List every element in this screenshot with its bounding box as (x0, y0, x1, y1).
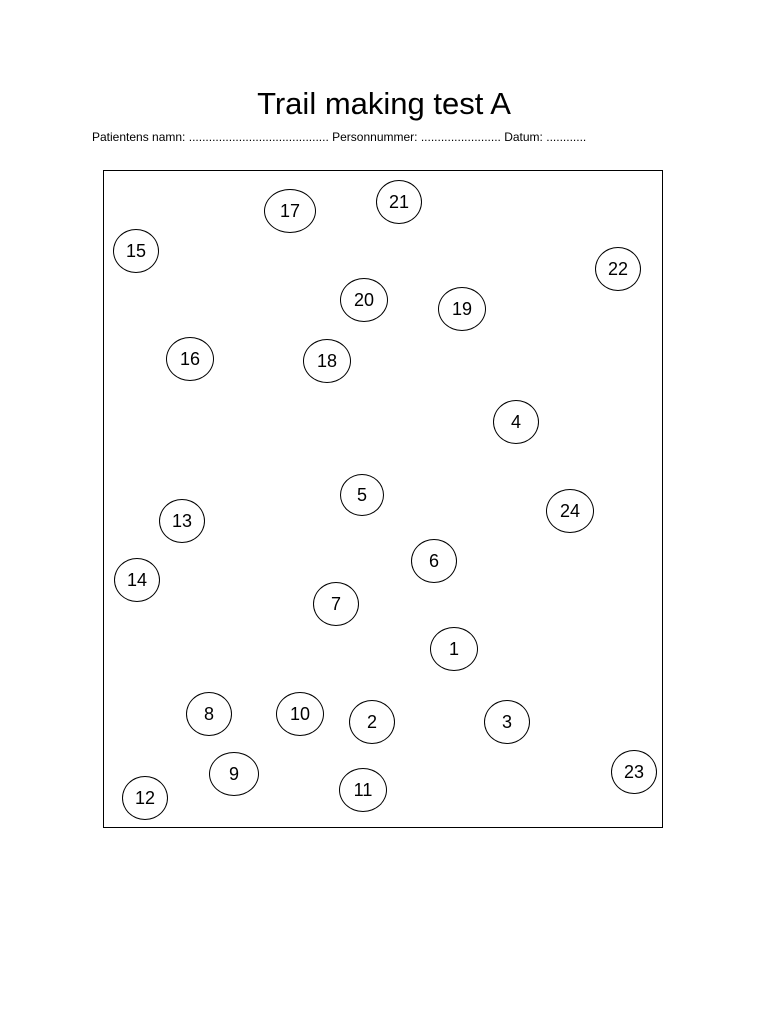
trail-circle-20[interactable]: 20 (340, 278, 388, 322)
trail-circle-10[interactable]: 10 (276, 692, 324, 736)
date-field[interactable]: ............ (546, 130, 587, 144)
page-title: Trail making test A (257, 86, 511, 121)
personal-number-field[interactable]: ........................ (420, 130, 501, 144)
trail-circle-1[interactable]: 1 (430, 627, 478, 671)
trail-circle-5[interactable]: 5 (340, 474, 384, 516)
trail-circle-19[interactable]: 19 (438, 287, 486, 331)
trail-circle-6[interactable]: 6 (411, 539, 457, 583)
patient-name-field[interactable]: .......................................... (188, 130, 329, 144)
trail-circle-3[interactable]: 3 (484, 700, 530, 744)
trail-circle-11[interactable]: 11 (339, 768, 387, 812)
trail-circle-21[interactable]: 21 (376, 180, 422, 224)
trail-circle-12[interactable]: 12 (122, 776, 168, 820)
trail-circle-13[interactable]: 13 (159, 499, 205, 543)
personal-number-label: Personnummer: (332, 130, 418, 144)
trail-circle-7[interactable]: 7 (313, 582, 359, 626)
trail-circle-9[interactable]: 9 (209, 752, 259, 796)
trail-circle-23[interactable]: 23 (611, 750, 657, 794)
trail-circle-24[interactable]: 24 (546, 489, 594, 533)
patient-name-label: Patientens namn: (92, 130, 186, 144)
date-label: Datum: (504, 130, 543, 144)
trail-circle-15[interactable]: 15 (113, 229, 159, 273)
trail-circle-4[interactable]: 4 (493, 400, 539, 444)
trail-circle-22[interactable]: 22 (595, 247, 641, 291)
trail-circle-17[interactable]: 17 (264, 189, 316, 233)
trail-circle-2[interactable]: 2 (349, 700, 395, 744)
trail-circle-8[interactable]: 8 (186, 692, 232, 736)
test-board (103, 170, 663, 828)
patient-info-line (92, 129, 692, 145)
trail-circle-18[interactable]: 18 (303, 339, 351, 383)
trail-circle-16[interactable]: 16 (166, 337, 214, 381)
trail-circle-14[interactable]: 14 (114, 558, 160, 602)
